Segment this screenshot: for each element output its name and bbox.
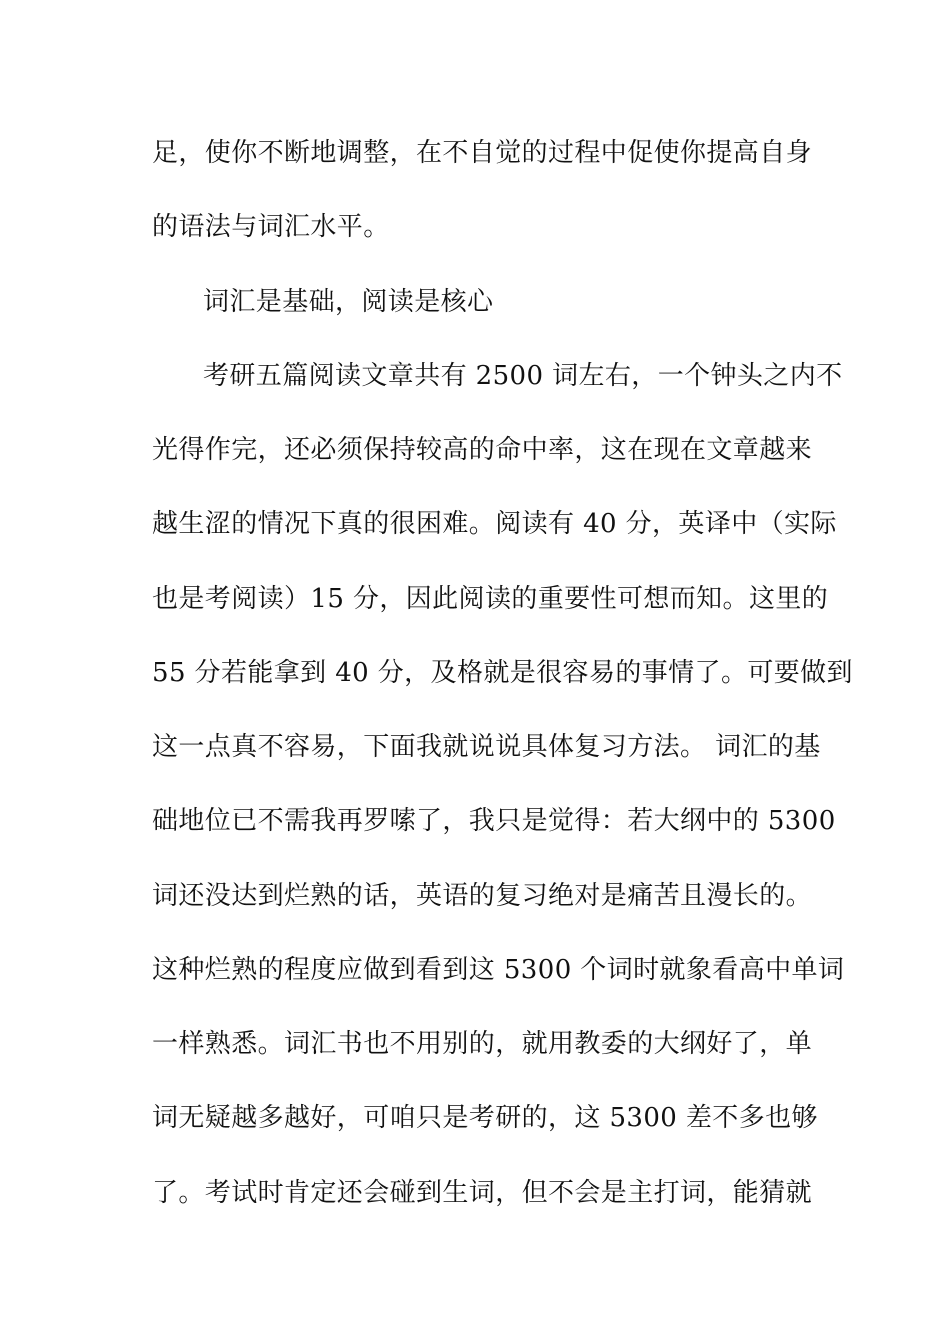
text-line: 一样熟悉。词汇书也不用别的，就用教委的大纲好了，单 [152, 1029, 813, 1059]
paragraph-first-line: 考研五篇阅读文章共有 2500 词左右，一个钟头之内不 [203, 361, 843, 391]
text-line: 础地位已不需我再罗嗦了，我只是觉得：若大纲中的 5300 [152, 806, 836, 836]
text-line: 也是考阅读）15 分，因此阅读的重要性可想而知。这里的 [152, 584, 829, 614]
text-line: 的语法与词汇水平。 [152, 212, 390, 242]
text-line: 词还没达到烂熟的话，英语的复习绝对是痛苦且漫长的。 [152, 881, 813, 911]
text-line: 这种烂熟的程度应做到看到这 5300 个词时就象看高中单词 [152, 955, 845, 985]
text-line: 55 分若能拿到 40 分，及格就是很容易的事情了。可要做到 [152, 658, 853, 688]
text-line: 越生涩的情况下真的很困难。阅读有 40 分，英译中（实际 [152, 509, 837, 539]
text-line: 光得作完，还必须保持较高的命中率，这在现在文章越来 [152, 435, 813, 465]
text-line: 这一点真不容易，下面我就说说具体复习方法。 词汇的基 [152, 732, 821, 762]
text-line: 了。考试时肯定还会碰到生词，但不会是主打词，能猜就 [152, 1178, 813, 1208]
text-line: 足，使你不断地调整，在不自觉的过程中促使你提高自身 [152, 138, 813, 168]
section-heading: 词汇是基础，阅读是核心 [203, 287, 494, 317]
text-line: 词无疑越多越好，可咱只是考研的，这 5300 差不多也够 [152, 1103, 818, 1133]
